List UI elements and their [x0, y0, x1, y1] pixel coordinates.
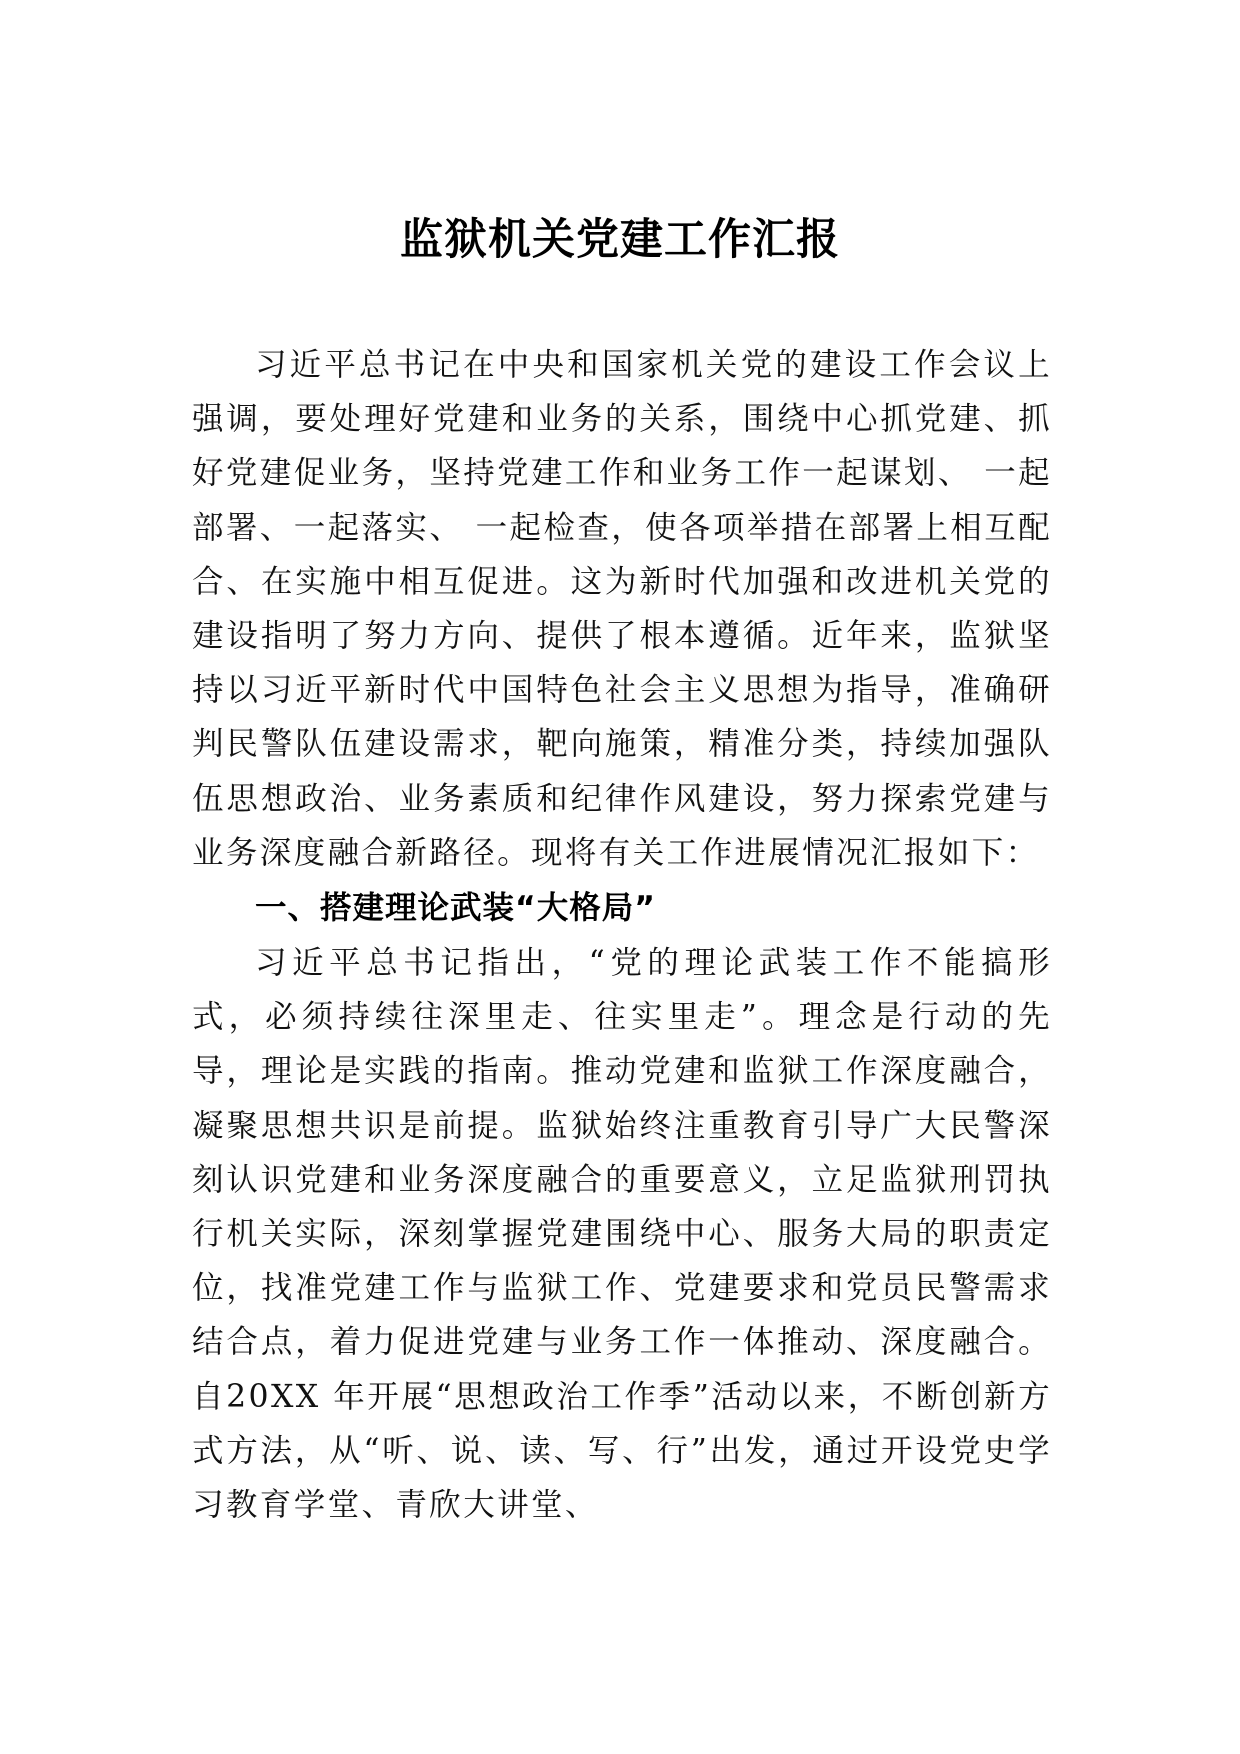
document-title: 监狱机关党建工作汇报 [400, 215, 840, 265]
section-1-paragraph: 习近平总书记指出，“党的理论武装工作不能搞形式，必须持续往深里走、往实里走”。理念是行动的先导，理论是实践的指南。推动党建和监狱工作深度融合，凝聚思想共识是前提。监狱始终注重教育引导广大民警深刻认识党建和业务深度融合的重要意义，立足监狱刑罚执行机关实际，深刻掌握党建围绕中心、服务大局的职责定位，找准党建工作与监狱工作、党建要求和党员民警需求结合点，着力促进党建与业务工作一体推动、深度融合。自20XX 年开展“思想政治工作季”活动以来，不断创新方式方法，从“听、说、读、写、行”出发，通过开设党史学习教育学堂、青欣大讲堂、 [192, 945, 1052, 1524]
document-body [192, 338, 1052, 1532]
section-heading-1: 一、搭建理论武装“大格局” [255, 890, 656, 927]
intro-paragraph: 习近平总书记在中央和国家机关党的建设工作会议上强调，要处理好党建和业务的关系，围绕中心抓党建、抓好党建促业务，坚持党建工作和业务工作一起谋划、 一起部署、一起落实、 一起检查，使各项举措在部署上相互配合、在实施中相互促进。这为新时代加强和改进机关党的建设指明了努力方向、提供了根本遵循。近年来，监狱坚持以习近平新时代中国特色社会主义思想为指导，准确研判民警队伍建设需求，靶向施策，精准分类，持续加强队伍思想政治、业务素质和纪律作风建设，努力探索党建与业务深度融合新路径。现将有关工作进展情况汇报如下： [192, 347, 1052, 871]
